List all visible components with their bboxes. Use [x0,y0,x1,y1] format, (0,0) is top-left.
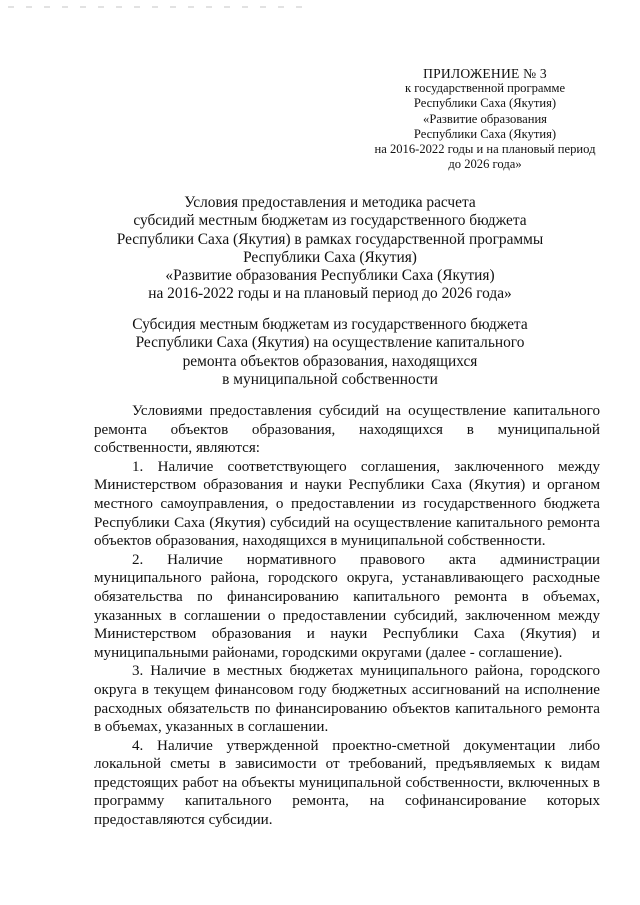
scan-artifact [8,6,308,8]
title-line: Республики Саха (Якутия) [243,248,417,266]
appendix-line: Республики Саха (Якутия) [413,96,557,111]
appendix-line: на 2016-2022 годы и на плановый период [374,142,596,157]
title-line: на 2016-2022 годы и на плановый период до 2026 года» [148,285,512,303]
subtitle-line: Республики Саха (Якутия) на осуществление капитального [135,334,525,352]
paragraph-condition-3: 3. Наличие в местных бюджетах муниципального района, городского округа в текущем финансовом году бюджетных ассигнований на исполнение расходных обязательств по финансированию объектов капитального ремонта в объемах, указанных в соглашении. [94,663,600,736]
title-line: Республики Саха (Якутия) в рамках государственной программы [116,230,544,248]
appendix-line: к государственной программе [404,81,566,96]
title-line: Условия предоставления и методика расчета [184,194,476,211]
paragraph-intro: Условиями предоставления субсидий на осуществление капитального ремонта объектов образования, находящихся в муниципальной собственности, являются: [94,403,600,457]
appendix-line: «Развитие образования [423,111,547,126]
appendix-line: до 2026 года» [448,157,522,172]
title-line: субсидий местным бюджетам из государственного бюджета [133,212,527,230]
paragraph-condition-2: 2. Наличие нормативного правового акта администрации муниципального района, городского округа, устанавливающего расходные обязательства по финансированию капитального ремонта в объемах, указанных в соглашении о предоставлении субсидий, заключенном между Министерством образования и науки Республики Саха (Якутия) и муниципальными районами, городскими округами (далее - соглашение). [94,551,600,661]
subtitle-line: в муниципальной собственности [222,370,438,388]
paragraph-condition-1: 1. Наличие соответствующего соглашения, заключенного между Министерством образования и науки Республики Саха (Якутия) и органом местного самоуправления, о предоставлении из государственного бюджета Республики Саха (Якутия) субсидий на осуществление капитального ремонта объектов образования, находящихся в муниципальной собственности. [94,458,600,550]
document-title [60,194,600,304]
appendix-line: Республики Саха (Якутия) [413,126,557,141]
appendix-header [360,66,610,172]
body-text [94,402,600,830]
title-line: «Развитие образования Республики Саха (Якутия) [165,267,495,285]
subtitle-line: ремонта объектов образования, находящихся [182,352,478,370]
subtitle-line: Субсидия местным бюджетам из государственного бюджета [132,316,528,333]
section-subtitle [60,316,600,389]
paragraph-condition-4: 4. Наличие утвержденной проектно-сметной документации либо локальной сметы в зависимости от требований, предъявляемых к видам предстоящих работ на объекты муниципальной собственности, включенных в программу капитального ремонта, на софинансирование которых предоставляются субсидии. [94,737,600,829]
appendix-title: ПРИЛОЖЕНИЕ № 3 [423,66,547,81]
